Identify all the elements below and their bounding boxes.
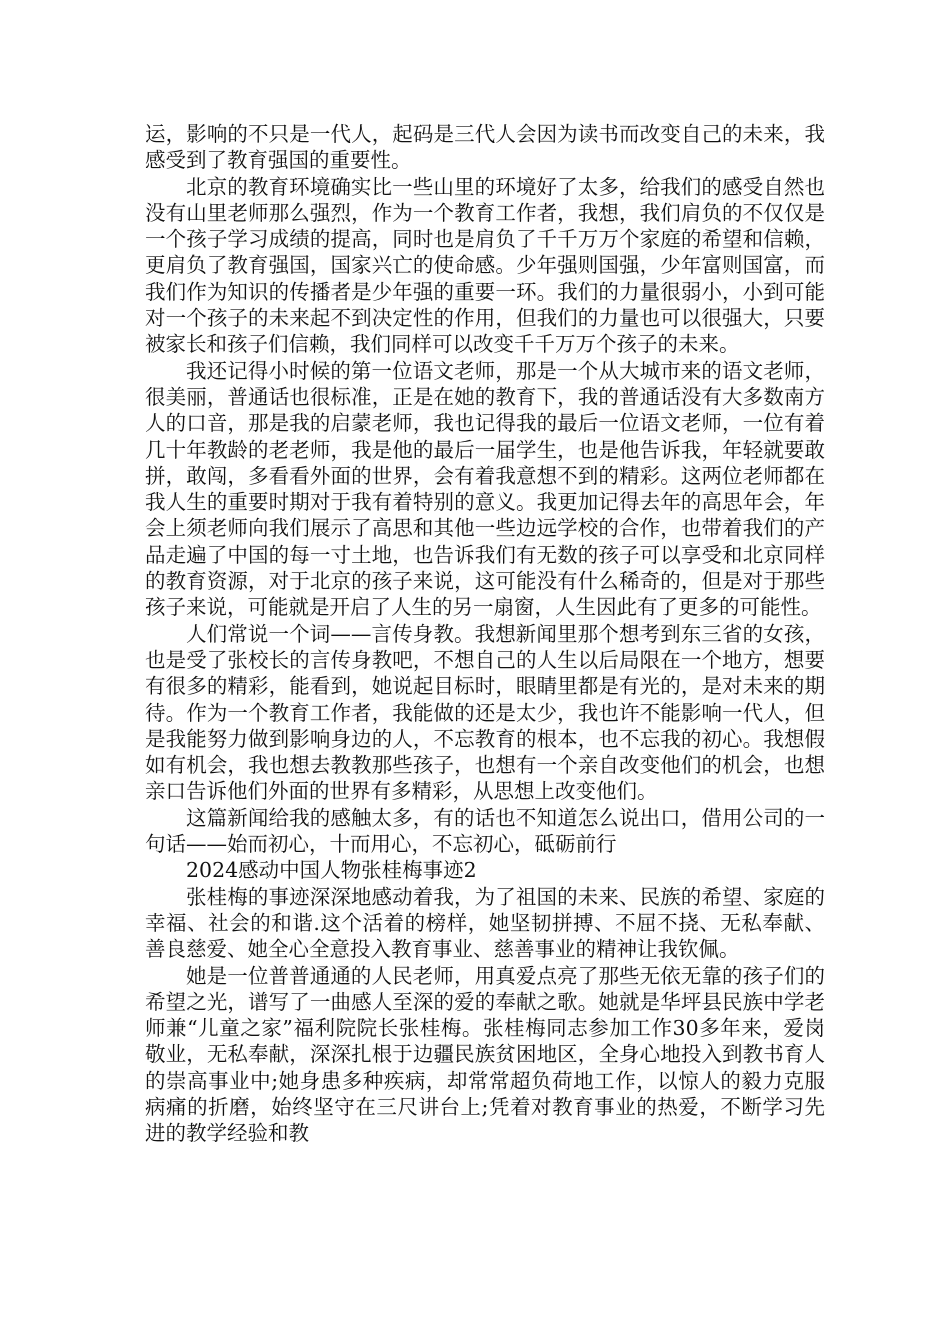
paragraph-childhood-teachers: 我还记得小时候的第一位语文老师，那是一个从大城市来的语文老师，很美丽，普通话也很标准，正是在她的教育下，我的普通话没有大多数南方人的口音，那是我的启蒙老师，我也记得我的最后一位语文老师，一位有着几十年教龄的老老师，我是他的最后一届学生，也是他告诉我，年轻就要敢拼，敢闯，多看看外面的世界，会有着我意想不到的精彩。这两位老师都在我人生的重要时期对于我有着特别的意义。我更加记得去年的高思年会，年会上须老师向我们展示了高思和其他一些边远学校的合作，也带着我们的产品走遍了中国的每一寸土地，也告诉我们有无数的孩子可以享受和北京同样的教育资源，对于北京的孩子来说，这可能没有什么稀奇的，但是对于那些孩子来说，可能就是开启了人生的另一扇窗，人生因此有了更多的可能性。 bbox=[145, 358, 825, 620]
paragraph-teaching-by-example: 人们常说一个词——言传身教。我想新闻里那个想考到东三省的女孩，也是受了张校长的言传身教吧，不想自己的人生以后局限在一个地方，想要有很多的精彩，能看到，她说起目标时，眼睛里都是有光的，是对未来的期待。作为一个教育工作者，我能做的还是太少，我也许不能影响一代人，但是我能努力做到影响身边的人，不忘教育的根本，也不忘我的初心。我想假如有机会，我也想去教教那些孩子，也想有一个亲自改变他们的机会，也想亲口告诉他们外面的世界有多精彩，从思想上改变他们。 bbox=[145, 621, 825, 804]
paragraph-news-reflection: 这篇新闻给我的感触太多，有的话也不知道怎么说出口，借用公司的一句话——始而初心，十而用心，不忘初心，砥砺前行 bbox=[145, 805, 825, 857]
paragraph-zhang-guimei-story: 她是一位普普通通的人民老师，用真爱点亮了那些无依无靠的孩子们的希望之光，谱写了一曲感人至深的爱的奉献之歌。她就是华坪县民族中学老师兼“儿童之家”福利院院长张桂梅。张桂梅同志参加工作30多年来，爱岗敬业，无私奉献，深深扎根于边疆民族贫困地区，全身心地投入到教书育人的崇高事业中;她身患多种疾病，却常常超负荷地工作，以惊人的毅力克服病痛的折磨，始终坚守在三尺讲台上;凭着对教育事业的热爱，不断学习先进的教学经验和教 bbox=[145, 963, 825, 1146]
paragraph-education-environment: 北京的教育环境确实比一些山里的环境好了太多，给我们的感受自然也没有山里老师那么强烈，作为一个教育工作者，我想，我们肩负的不仅仅是一个孩子学习成绩的提高，同时也是肩负了千千万万个家庭的希望和信赖，更肩负了教育强国，国家兴亡的使命感。少年强则国强，少年富则国富，而我们作为知识的传播者是少年强的重要一环。我们的力量很弱小，小到可能对一个孩子的未来起不到决定性的作用，但我们的力量也可以很强大，只要被家长和孩子们信赖，我们同样可以改变千千万万个孩子的未来。 bbox=[145, 174, 825, 357]
paragraph-continuation: 运，影响的不只是一代人，起码是三代人会因为读书而改变自己的未来，我感受到了教育强国的重要性。 bbox=[145, 122, 825, 173]
document-body bbox=[145, 121, 825, 1147]
section-heading: 2024感动中国人物张桂梅事迹2 bbox=[186, 858, 477, 883]
paragraph-zhang-guimei-intro: 张桂梅的事迹深深地感动着我，为了祖国的未来、民族的希望、家庭的幸福、社会的和谐.这个活着的榜样，她坚韧拼搏、不屈不挠、无私奉献、善良慈爱、她全心全意投入教育事业、慈善事业的精神让我钦佩。 bbox=[145, 884, 825, 962]
